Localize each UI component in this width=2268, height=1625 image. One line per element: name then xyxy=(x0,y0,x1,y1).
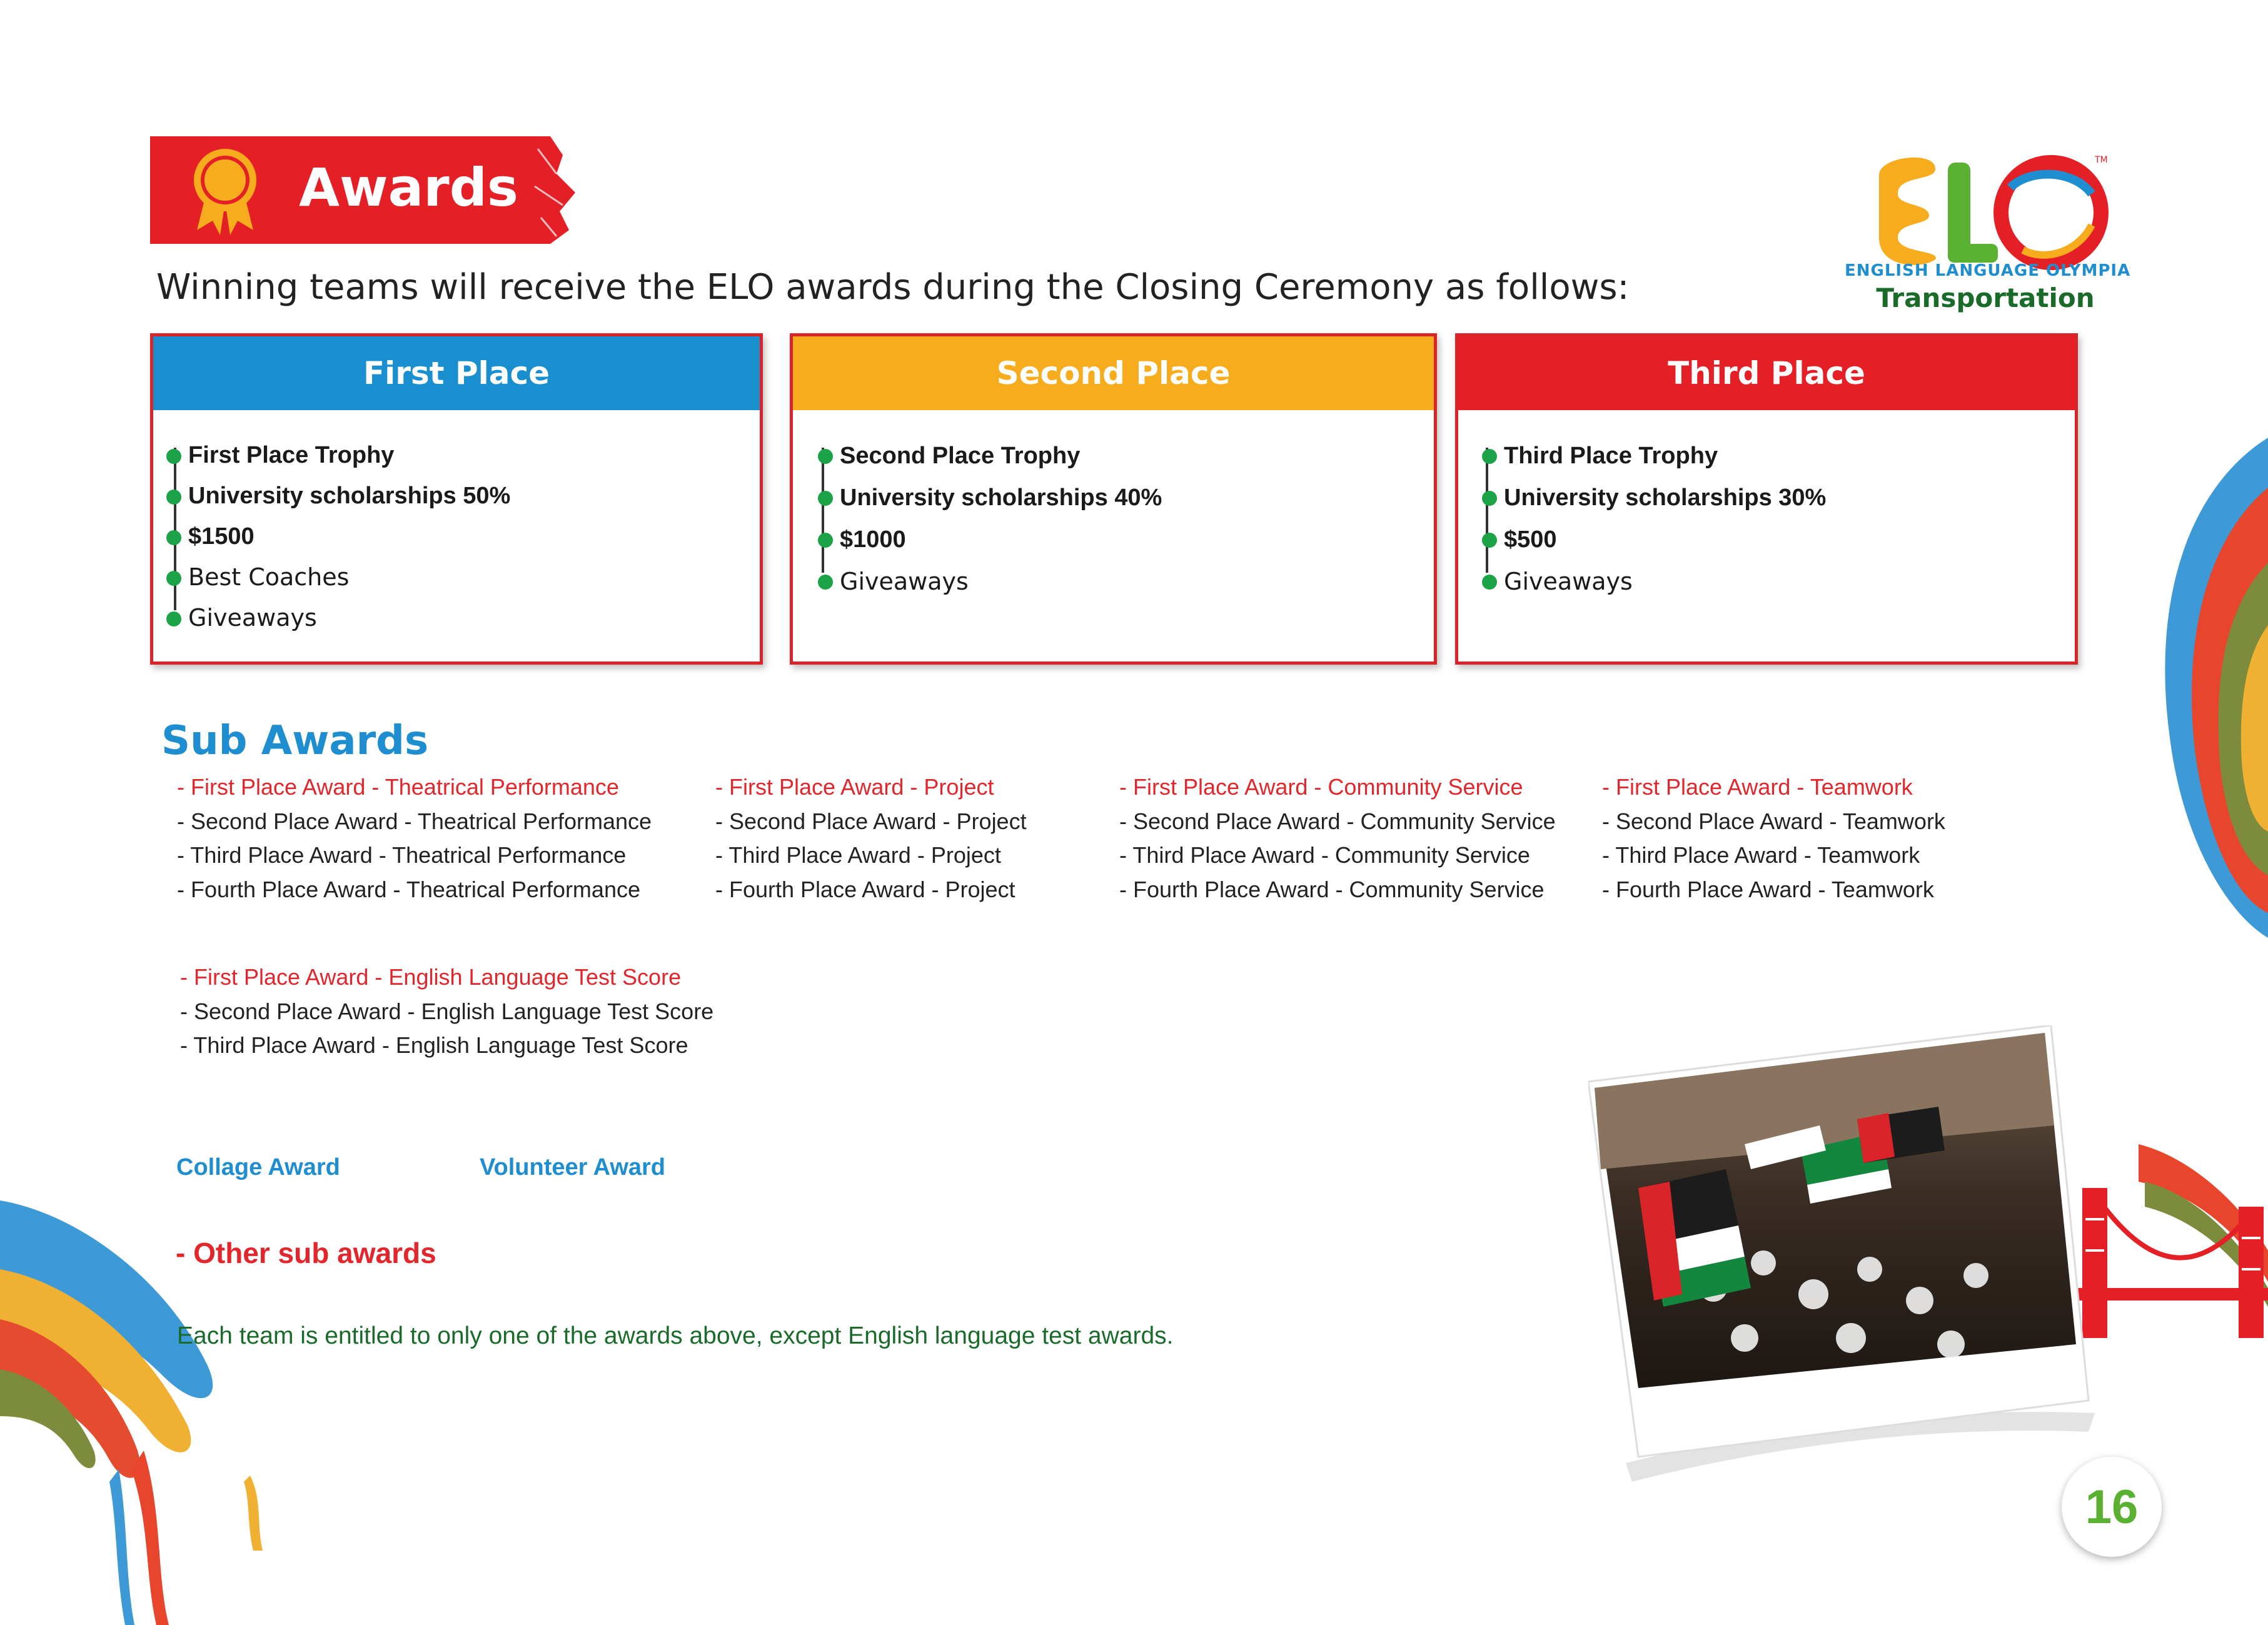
list-item: - Second Place Award - Theatrical Performance xyxy=(177,808,652,834)
second-place-card xyxy=(790,333,1437,665)
first-place-card xyxy=(150,333,763,665)
list-item: $1000 xyxy=(840,519,1434,561)
list-item: - Fourth Place Award - Community Service xyxy=(1119,876,1545,902)
collage-award-label: Collage Award xyxy=(176,1154,340,1180)
sub-awards-group-project xyxy=(715,770,1027,907)
list-item: Giveaways xyxy=(188,598,760,638)
page-title: Awards xyxy=(299,157,518,218)
list-item: Giveaways xyxy=(840,561,1434,603)
list-item: $1500 xyxy=(188,516,760,557)
list-item: - Second Place Award - Teamwork xyxy=(1602,808,1945,834)
list-item: - First Place Award - English Language Test Score xyxy=(180,964,682,990)
sub-awards-group-theatrical xyxy=(177,770,652,907)
list-item: - Third Place Award - Community Service xyxy=(1119,842,1530,868)
logo-category: Transportation xyxy=(1876,283,2095,313)
list-item: Third Place Trophy xyxy=(1504,435,2075,477)
sub-awards-group-community xyxy=(1119,770,1556,907)
list-item: University scholarships 30% xyxy=(1504,477,2075,519)
medal-icon xyxy=(188,143,263,236)
list-item: - Third Place Award - Project xyxy=(715,842,1001,868)
list-item: Second Place Trophy xyxy=(840,435,1434,477)
sub-awards-group-teamwork xyxy=(1602,770,1945,907)
list-item: - Fourth Place Award - Project xyxy=(715,876,1016,902)
other-sub-awards: - Other sub awards xyxy=(176,1237,436,1269)
intro-text: Winning teams will receive the ELO awards during the Closing Ceremony as follows: xyxy=(156,267,1630,308)
list-item: - Third Place Award - English Language Test Score xyxy=(180,1032,688,1058)
list-item: - First Place Award - Teamwork xyxy=(1602,774,1913,800)
list-item: - Fourth Place Award - Theatrical Performance xyxy=(177,876,640,902)
second-place-header: Second Place xyxy=(793,336,1434,410)
list-item: Giveaways xyxy=(1504,561,2075,603)
first-place-header: First Place xyxy=(153,336,760,410)
list-item: University scholarships 50% xyxy=(188,476,760,516)
list-item: $500 xyxy=(1504,519,2075,561)
list-item: - Third Place Award - Theatrical Performance xyxy=(177,842,627,868)
list-item: - Second Place Award - English Language Test Score xyxy=(180,998,714,1024)
list-item: - First Place Award - Community Service xyxy=(1119,774,1523,800)
list-item: First Place Trophy xyxy=(188,435,760,476)
list-item: Best Coaches xyxy=(188,557,760,598)
trademark-mark: TM xyxy=(2095,155,2108,165)
decorative-swoosh-right xyxy=(2114,438,2268,1625)
third-place-header: Third Place xyxy=(1458,336,2075,410)
sub-awards-group-english-test xyxy=(180,960,713,1063)
list-item: - First Place Award - Theatrical Performance xyxy=(177,774,619,800)
list-item: - Second Place Award - Project xyxy=(715,808,1027,834)
sub-awards-title: Sub Awards xyxy=(161,718,429,764)
list-item: - Fourth Place Award - Teamwork xyxy=(1602,876,1934,902)
page-number: 16 xyxy=(2062,1457,2162,1557)
logo-tagline: ENGLISH LANGUAGE OLYMPIA xyxy=(1845,261,2131,280)
list-item: - Second Place Award - Community Service xyxy=(1119,808,1556,834)
awards-note: Each team is entitled to only one of the awards above, except English language test awards. xyxy=(177,1322,1174,1349)
list-item: University scholarships 40% xyxy=(840,477,1434,519)
third-place-card xyxy=(1455,333,2078,665)
ceremony-photo xyxy=(1588,1025,2101,1488)
volunteer-award-label: Volunteer Award xyxy=(480,1154,666,1180)
list-item: - First Place Award - Project xyxy=(715,774,994,800)
list-item: - Third Place Award - Teamwork xyxy=(1602,842,1920,868)
